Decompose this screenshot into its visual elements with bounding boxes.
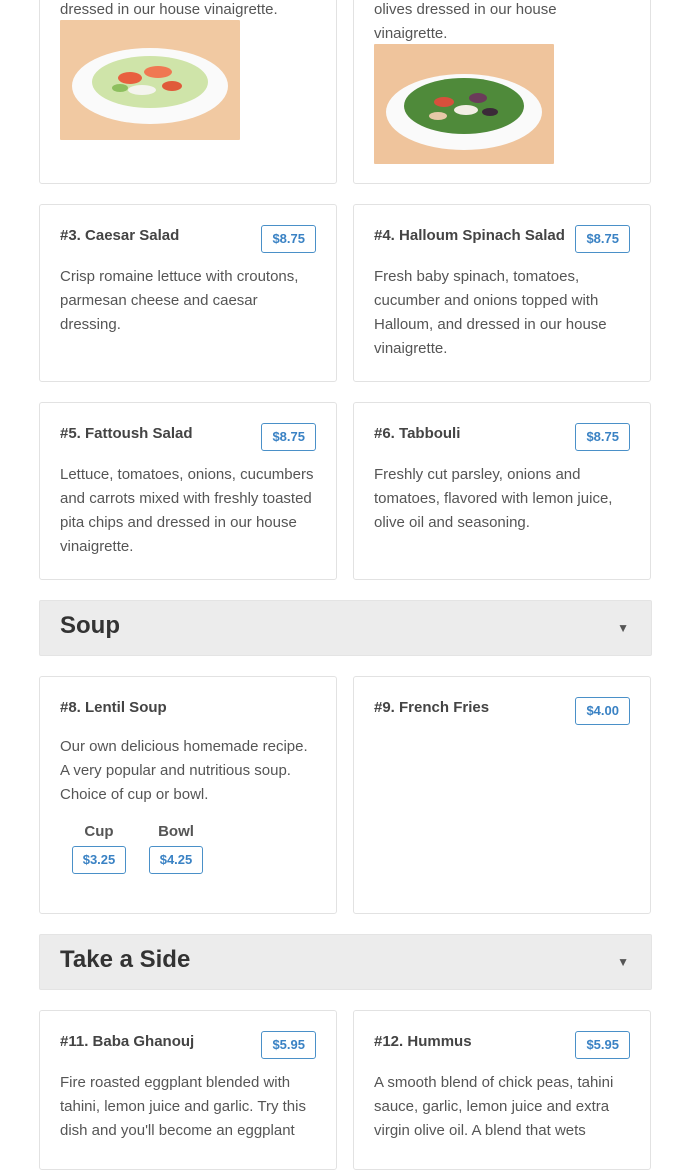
price-badge[interactable]: $8.75 bbox=[261, 225, 316, 253]
section-title: Soup bbox=[60, 612, 120, 639]
size-option-bowl bbox=[147, 823, 205, 874]
section-header-take-a-side[interactable] bbox=[39, 934, 652, 990]
item-name: #12. Hummus bbox=[374, 1033, 472, 1050]
item-description: A smooth blend of chick peas, tahini sauce, garlic, lemon juice and extra virgin olive oil. A blend that wets bbox=[374, 1074, 614, 1139]
item-description: Crisp romaine lettuce with croutons, parmesan cheese and caesar dressing. bbox=[60, 268, 299, 333]
item-description: Freshly cut parsley, onions and tomatoes, flavored with lemon juice, olive oil and seasoning. bbox=[374, 466, 613, 531]
item-description: Our own delicious homemade recipe. A very popular and nutritious soup. Choice of cup or bowl. bbox=[60, 738, 308, 803]
item-name: #8. Lentil Soup bbox=[60, 699, 167, 716]
price-badge[interactable]: $8.75 bbox=[261, 423, 316, 451]
menu-item-card[interactable] bbox=[39, 402, 337, 580]
size-label: Cup bbox=[84, 823, 114, 840]
item-description: olives dressed in our house vinaigrette. bbox=[374, 1, 557, 42]
item-name: #4. Halloum Spinach Salad bbox=[374, 227, 565, 244]
section-header-soup[interactable] bbox=[39, 600, 652, 656]
chevron-down-icon[interactable]: ▼ bbox=[617, 621, 629, 635]
price-badge[interactable]: $4.25 bbox=[149, 846, 204, 874]
size-label: Bowl bbox=[158, 823, 194, 840]
salad-photo bbox=[60, 20, 240, 140]
menu-item-card[interactable] bbox=[353, 676, 651, 914]
menu-item-card[interactable] bbox=[39, 0, 337, 184]
size-option-cup bbox=[70, 823, 128, 874]
menu-item-card[interactable] bbox=[39, 1010, 337, 1170]
menu-item-card[interactable] bbox=[353, 0, 651, 184]
price-badge[interactable]: $8.75 bbox=[575, 225, 630, 253]
menu-item-card[interactable] bbox=[39, 676, 337, 914]
item-name: #3. Caesar Salad bbox=[60, 227, 180, 244]
item-description: Fire roasted eggplant blended with tahini, lemon juice and garlic. Try this dish and you'll become an eggplant bbox=[60, 1074, 306, 1139]
price-badge[interactable]: $5.95 bbox=[575, 1031, 630, 1059]
item-description: dressed in our house vinaigrette. bbox=[60, 1, 278, 18]
item-description: Fresh baby spinach, tomatoes, cucumber and onions topped with Halloum, and dressed in our house vinaigrette. bbox=[374, 268, 607, 357]
menu-item-card[interactable] bbox=[353, 402, 651, 580]
menu-item-card[interactable] bbox=[39, 204, 337, 382]
chevron-down-icon[interactable]: ▼ bbox=[617, 955, 629, 969]
price-badge[interactable]: $4.00 bbox=[575, 697, 630, 725]
salad-photo bbox=[374, 44, 554, 164]
menu-item-card[interactable] bbox=[353, 204, 651, 382]
section-title: Take a Side bbox=[60, 946, 191, 973]
item-name: #11. Baba Ghanouj bbox=[60, 1033, 195, 1050]
price-badge[interactable]: $3.25 bbox=[72, 846, 127, 874]
item-name: #9. French Fries bbox=[374, 699, 490, 716]
item-name: #5. Fattoush Salad bbox=[60, 425, 193, 442]
item-name: #6. Tabbouli bbox=[374, 425, 461, 442]
item-description: Lettuce, tomatoes, onions, cucumbers and carrots mixed with freshly toasted pita chips and dressed in our house vinaigrette. bbox=[60, 466, 314, 555]
price-badge[interactable]: $5.95 bbox=[261, 1031, 316, 1059]
menu-item-card[interactable] bbox=[353, 1010, 651, 1170]
price-badge[interactable]: $8.75 bbox=[575, 423, 630, 451]
